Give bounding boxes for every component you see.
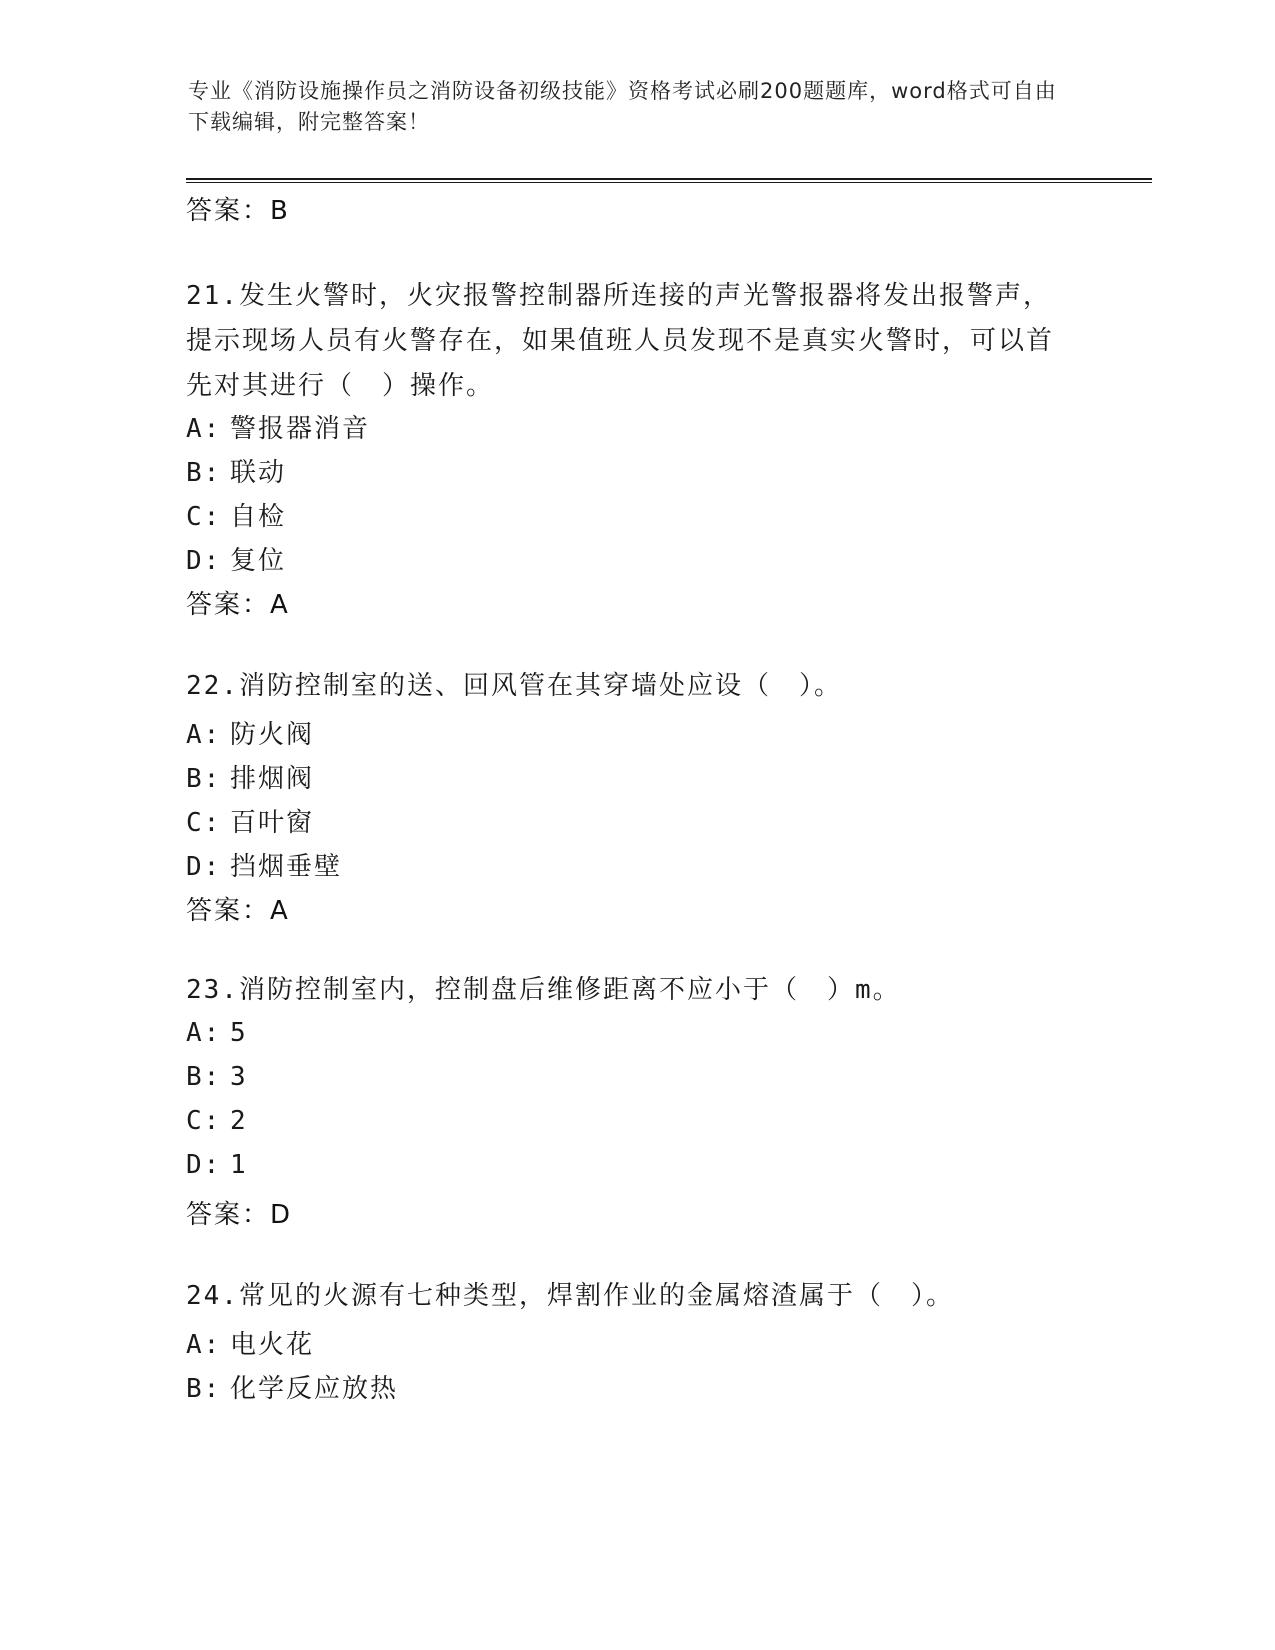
option-text: 复位 (230, 546, 287, 576)
option-key: C: (186, 808, 222, 838)
option-line (186, 758, 314, 795)
question-text: 21.发生火警时，火灾报警控制器所连接的声光警报器将发出报警声，提示现场人员有火警存在，如果值班人员发现不是真实火警时，可以首先对其进行（ ）操作。 (186, 281, 1055, 401)
option-key: B: (186, 764, 222, 794)
option-text: 联动 (230, 458, 287, 488)
option-line (186, 452, 286, 489)
option-key: B: (186, 1374, 222, 1404)
option-key: D: (186, 1150, 222, 1180)
option-key: A: (186, 1330, 222, 1360)
option-line (186, 408, 370, 445)
option-line (186, 1368, 398, 1405)
answer-line: 答案：B (186, 196, 290, 226)
option-text: 自检 (230, 502, 287, 532)
option-line (186, 1018, 248, 1048)
option-key: A: (186, 1018, 222, 1048)
option-line (186, 540, 286, 577)
header-divider (186, 178, 1152, 180)
option-line (186, 1106, 248, 1136)
option-text: 2 (230, 1106, 248, 1136)
option-text: 5 (230, 1018, 248, 1048)
option-line (186, 1062, 248, 1092)
option-key: B: (186, 1062, 222, 1092)
option-key: B: (186, 458, 222, 488)
option-key: A: (186, 720, 222, 750)
option-line (186, 496, 286, 533)
option-key: C: (186, 502, 222, 532)
option-key: C: (186, 1106, 222, 1136)
question-text: 23.消防控制室内，控制盘后维修距离不应小于（ ）m。 (186, 975, 901, 1005)
answer-line: 答案：A (186, 896, 290, 926)
header-divider-thin (186, 182, 1152, 183)
question-text: 22.消防控制室的送、回风管在其穿墙处应设（ ）。 (186, 671, 842, 701)
option-key: A: (186, 414, 222, 444)
option-key: D: (186, 852, 222, 882)
option-text: 化学反应放热 (230, 1374, 399, 1404)
answer-line: 答案：D (186, 1200, 293, 1230)
option-text: 挡烟垂壁 (230, 852, 343, 882)
option-text: 1 (230, 1150, 248, 1180)
option-line (186, 1150, 248, 1180)
option-line (186, 1324, 314, 1361)
option-text: 3 (230, 1062, 248, 1092)
option-line (186, 802, 314, 839)
option-key: D: (186, 546, 222, 576)
page-header: 专业《消防设施操作员之消防设备初级技能》资格考试必刷200题题库，word格式可自由下载编辑，附完整答案！ (188, 79, 1057, 134)
option-text: 排烟阀 (230, 764, 315, 794)
answer-line: 答案：A (186, 590, 290, 620)
option-text: 防火阀 (230, 720, 315, 750)
question-text: 24.常见的火源有七种类型，焊割作业的金属熔渣属于（ ）。 (186, 1281, 954, 1311)
option-text: 警报器消音 (230, 414, 371, 444)
option-line (186, 846, 342, 883)
option-text: 百叶窗 (230, 808, 315, 838)
option-line (186, 714, 314, 751)
option-text: 电火花 (230, 1330, 315, 1360)
